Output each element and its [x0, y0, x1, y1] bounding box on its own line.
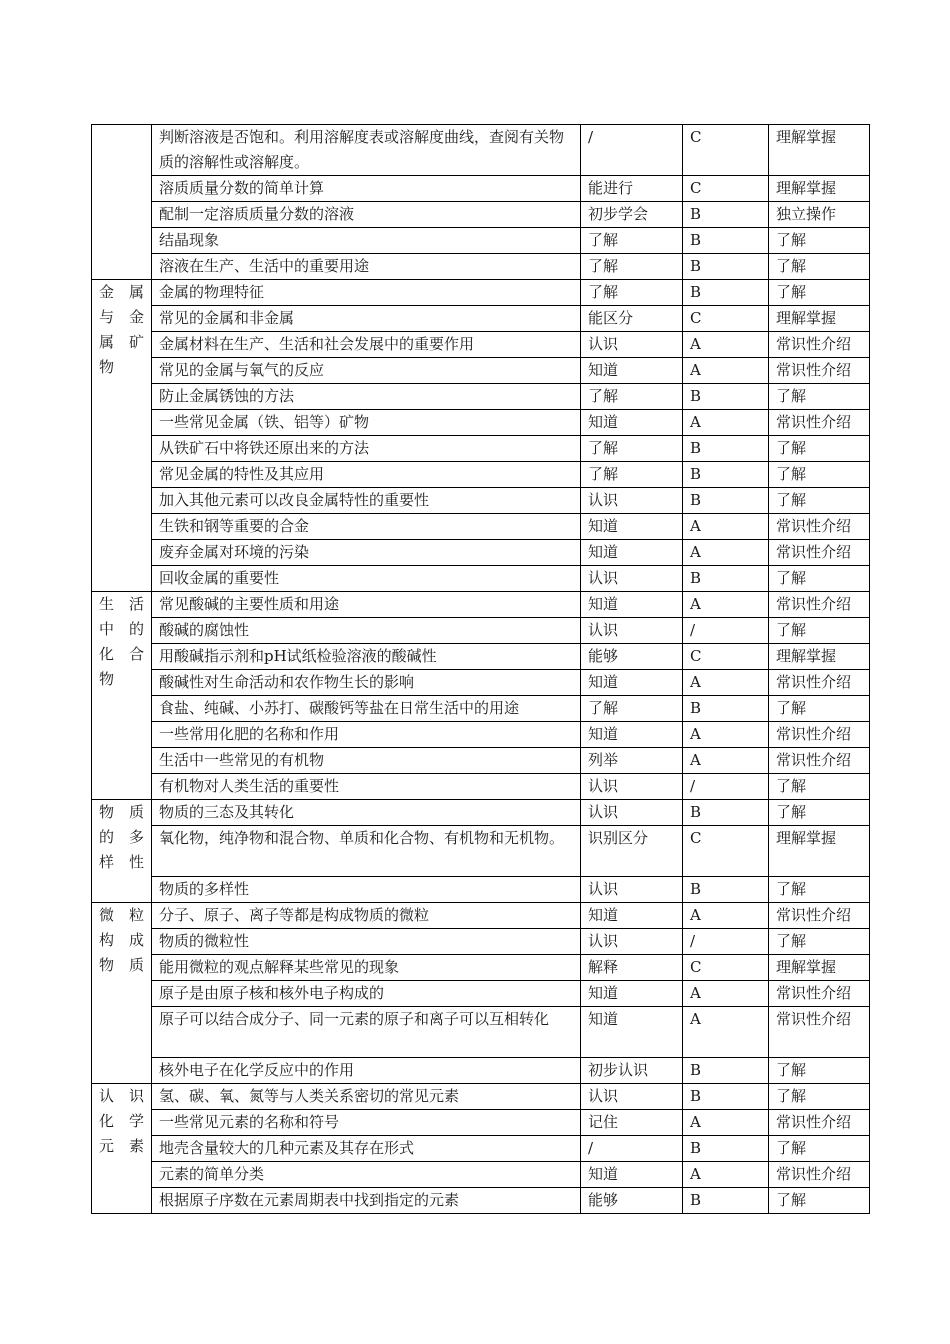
group-name-line: 金属: [99, 283, 144, 301]
table-row: [92, 722, 870, 748]
table-row: [92, 800, 870, 826]
level-cell: B: [683, 566, 769, 592]
group-name-line: 物: [99, 670, 115, 688]
group-name-line: 化学: [99, 1112, 144, 1130]
level-cell: A: [683, 1110, 769, 1136]
verb-cell: 知道: [581, 410, 683, 436]
requirement-cell: 常识性介绍: [769, 332, 870, 358]
content-cell: 一些常见元素的名称和符号: [152, 1110, 581, 1136]
requirement-cell: 了解: [769, 228, 870, 254]
level-cell: /: [683, 929, 769, 955]
content-cell: 废弃金属对环境的污染: [152, 540, 581, 566]
table-row: [92, 826, 870, 877]
group-name-line: 属矿: [99, 333, 144, 351]
level-cell: B: [683, 462, 769, 488]
table-row: [92, 929, 870, 955]
requirement-cell: 常识性介绍: [769, 670, 870, 696]
table-row: [92, 877, 870, 903]
content-cell: 物质的三态及其转化: [152, 800, 581, 826]
requirement-cell: 常识性介绍: [769, 514, 870, 540]
content-cell: 从铁矿石中将铁还原出来的方法: [152, 436, 581, 462]
requirement-cell: 理解掌握: [769, 125, 870, 176]
verb-cell: 认识: [581, 877, 683, 903]
verb-cell: 认识: [581, 1084, 683, 1110]
requirement-cell: 常识性介绍: [769, 1007, 870, 1058]
level-cell: C: [683, 644, 769, 670]
content-cell: 氧化物，纯净物和混合物、单质和化合物、有机物和无机物。: [152, 826, 581, 877]
requirement-cell: 了解: [769, 384, 870, 410]
table-row: [92, 1084, 870, 1110]
verb-cell: 知道: [581, 592, 683, 618]
verb-cell: 认识: [581, 774, 683, 800]
level-cell: C: [683, 955, 769, 981]
group-name-line: 物: [99, 358, 115, 376]
content-cell: 判断溶液是否饱和。利用溶解度表或溶解度曲线，查阅有关物质的溶解性或溶解度。: [152, 125, 581, 176]
verb-cell: 知道: [581, 1007, 683, 1058]
verb-cell: 了解: [581, 280, 683, 306]
content-cell: 物质的多样性: [152, 877, 581, 903]
content-cell: 加入其他元素可以改良金属特性的重要性: [152, 488, 581, 514]
level-cell: A: [683, 670, 769, 696]
verb-cell: 认识: [581, 618, 683, 644]
table-row: [92, 228, 870, 254]
table-row: [92, 176, 870, 202]
group-name-line: 物质: [99, 803, 144, 821]
level-cell: A: [683, 592, 769, 618]
content-cell: 金属的物理特征: [152, 280, 581, 306]
verb-cell: 了解: [581, 228, 683, 254]
verb-cell: 认识: [581, 800, 683, 826]
requirement-cell: 了解: [769, 877, 870, 903]
table-row: [92, 254, 870, 280]
level-cell: B: [683, 696, 769, 722]
content-cell: 防止金属锈蚀的方法: [152, 384, 581, 410]
requirement-cell: 了解: [769, 696, 870, 722]
group-name-line: 物质: [99, 956, 144, 974]
requirement-cell: 理解掌握: [769, 306, 870, 332]
verb-cell: 能够: [581, 1188, 683, 1214]
group-name-line: 元素: [99, 1137, 144, 1155]
curriculum-table: [91, 124, 870, 1214]
content-cell: 生活中一些常见的有机物: [152, 748, 581, 774]
verb-cell: 解释: [581, 955, 683, 981]
level-cell: A: [683, 540, 769, 566]
group-name-line: 与金: [99, 308, 144, 326]
level-cell: A: [683, 1162, 769, 1188]
group-name-line: 化合: [99, 645, 144, 663]
verb-cell: 知道: [581, 358, 683, 384]
level-cell: C: [683, 306, 769, 332]
requirement-cell: 了解: [769, 462, 870, 488]
table-row: [92, 774, 870, 800]
requirement-cell: 了解: [769, 774, 870, 800]
level-cell: A: [683, 1007, 769, 1058]
group-name-line: 构成: [99, 931, 144, 949]
level-cell: B: [683, 1084, 769, 1110]
table-row: [92, 514, 870, 540]
verb-cell: 能区分: [581, 306, 683, 332]
content-cell: 原子可以结合成分子、同一元素的原子和离子可以互相转化: [152, 1007, 581, 1058]
content-cell: 酸碱的腐蚀性: [152, 618, 581, 644]
table-row: [92, 488, 870, 514]
verb-cell: 能够: [581, 644, 683, 670]
requirement-cell: 独立操作: [769, 202, 870, 228]
requirement-cell: 了解: [769, 618, 870, 644]
requirement-cell: 常识性介绍: [769, 358, 870, 384]
group-name-line: 中的: [99, 620, 144, 638]
level-cell: A: [683, 514, 769, 540]
verb-cell: /: [581, 1136, 683, 1162]
level-cell: C: [683, 826, 769, 877]
verb-cell: 知道: [581, 903, 683, 929]
verb-cell: /: [581, 125, 683, 176]
level-cell: A: [683, 903, 769, 929]
content-cell: 酸碱性对生命活动和农作物生长的影响: [152, 670, 581, 696]
content-cell: 食盐、纯碱、小苏打、碳酸钙等盐在日常生活中的用途: [152, 696, 581, 722]
table-row: [92, 566, 870, 592]
group-name-cell: [92, 280, 152, 592]
table-row: [92, 955, 870, 981]
requirement-cell: 了解: [769, 436, 870, 462]
requirement-cell: 了解: [769, 488, 870, 514]
level-cell: A: [683, 981, 769, 1007]
table-row: [92, 1188, 870, 1214]
level-cell: B: [683, 280, 769, 306]
content-cell: 一些常用化肥的名称和作用: [152, 722, 581, 748]
table-row: [92, 280, 870, 306]
content-cell: 生铁和钢等重要的合金: [152, 514, 581, 540]
table-row: [92, 306, 870, 332]
table-row: [92, 1162, 870, 1188]
verb-cell: 记住: [581, 1110, 683, 1136]
table-row: [92, 332, 870, 358]
content-cell: 氢、碳、氧、氮等与人类关系密切的常见元素: [152, 1084, 581, 1110]
verb-cell: 识别区分: [581, 826, 683, 877]
level-cell: B: [683, 384, 769, 410]
verb-cell: 知道: [581, 1162, 683, 1188]
table-body: [92, 125, 870, 1214]
content-cell: 用酸碱指示剂和pH试纸检验溶液的酸碱性: [152, 644, 581, 670]
requirement-cell: 常识性介绍: [769, 903, 870, 929]
content-cell: 常见的金属和非金属: [152, 306, 581, 332]
requirement-cell: 常识性介绍: [769, 1110, 870, 1136]
level-cell: A: [683, 332, 769, 358]
group-name-cell: [92, 592, 152, 800]
level-cell: B: [683, 228, 769, 254]
group-name-line: 的多: [99, 828, 144, 846]
content-cell: 一些常见金属（铁、铝等）矿物: [152, 410, 581, 436]
level-cell: B: [683, 1136, 769, 1162]
level-cell: C: [683, 176, 769, 202]
requirement-cell: 了解: [769, 800, 870, 826]
content-cell: 常见的金属与氧气的反应: [152, 358, 581, 384]
table-row: [92, 592, 870, 618]
verb-cell: 初步学会: [581, 202, 683, 228]
content-cell: 配制一定溶质质量分数的溶液: [152, 202, 581, 228]
group-name-line: 认识: [99, 1087, 144, 1105]
verb-cell: 认识: [581, 566, 683, 592]
requirement-cell: 常识性介绍: [769, 722, 870, 748]
table-row: [92, 1007, 870, 1058]
level-cell: C: [683, 125, 769, 176]
level-cell: A: [683, 410, 769, 436]
table-row: [92, 1058, 870, 1084]
level-cell: B: [683, 800, 769, 826]
verb-cell: 了解: [581, 436, 683, 462]
group-name-line: 生活: [99, 595, 144, 613]
verb-cell: 知道: [581, 670, 683, 696]
content-cell: 地壳含量较大的几种元素及其存在形式: [152, 1136, 581, 1162]
verb-cell: 了解: [581, 462, 683, 488]
requirement-cell: 理解掌握: [769, 644, 870, 670]
verb-cell: 认识: [581, 488, 683, 514]
verb-cell: 能进行: [581, 176, 683, 202]
requirement-cell: 理解掌握: [769, 955, 870, 981]
requirement-cell: 了解: [769, 1188, 870, 1214]
verb-cell: 知道: [581, 514, 683, 540]
requirement-cell: 常识性介绍: [769, 592, 870, 618]
requirement-cell: 理解掌握: [769, 176, 870, 202]
verb-cell: 了解: [581, 384, 683, 410]
group-name-line: 样性: [99, 853, 144, 871]
level-cell: B: [683, 877, 769, 903]
table-row: [92, 202, 870, 228]
table-row: [92, 618, 870, 644]
table-row: [92, 125, 870, 176]
content-cell: 常见酸碱的主要性质和用途: [152, 592, 581, 618]
content-cell: 根据原子序数在元素周期表中找到指定的元素: [152, 1188, 581, 1214]
requirement-cell: 常识性介绍: [769, 748, 870, 774]
requirement-cell: 了解: [769, 1136, 870, 1162]
level-cell: /: [683, 618, 769, 644]
level-cell: B: [683, 1058, 769, 1084]
group-name-cell: [92, 1084, 152, 1214]
requirement-cell: 了解: [769, 929, 870, 955]
group-name-line: 微粒: [99, 906, 144, 924]
level-cell: B: [683, 1188, 769, 1214]
level-cell: B: [683, 202, 769, 228]
table-row: [92, 358, 870, 384]
table-row: [92, 462, 870, 488]
verb-cell: 认识: [581, 929, 683, 955]
table-row: [92, 436, 870, 462]
content-cell: 能用微粒的观点解释某些常见的现象: [152, 955, 581, 981]
verb-cell: 知道: [581, 722, 683, 748]
requirement-cell: 了解: [769, 280, 870, 306]
content-cell: 原子是由原子核和核外电子构成的: [152, 981, 581, 1007]
requirement-cell: 了解: [769, 566, 870, 592]
level-cell: A: [683, 722, 769, 748]
content-cell: 物质的微粒性: [152, 929, 581, 955]
level-cell: /: [683, 774, 769, 800]
level-cell: A: [683, 748, 769, 774]
content-cell: 溶液在生产、生活中的重要用途: [152, 254, 581, 280]
requirement-cell: 理解掌握: [769, 826, 870, 877]
table-row: [92, 1136, 870, 1162]
content-cell: 溶质质量分数的简单计算: [152, 176, 581, 202]
verb-cell: 知道: [581, 981, 683, 1007]
level-cell: B: [683, 436, 769, 462]
table-row: [92, 384, 870, 410]
requirement-cell: 常识性介绍: [769, 540, 870, 566]
group-name-cell: [92, 125, 152, 280]
requirement-cell: 了解: [769, 1058, 870, 1084]
table-row: [92, 540, 870, 566]
table-row: [92, 410, 870, 436]
group-name-cell: [92, 800, 152, 903]
content-cell: 有机物对人类生活的重要性: [152, 774, 581, 800]
level-cell: B: [683, 488, 769, 514]
verb-cell: 列举: [581, 748, 683, 774]
level-cell: A: [683, 358, 769, 384]
content-cell: 回收金属的重要性: [152, 566, 581, 592]
group-name-cell: [92, 903, 152, 1084]
level-cell: B: [683, 254, 769, 280]
content-cell: 核外电子在化学反应中的作用: [152, 1058, 581, 1084]
requirement-cell: 常识性介绍: [769, 981, 870, 1007]
table-row: [92, 696, 870, 722]
table-row: [92, 1110, 870, 1136]
requirement-cell: 了解: [769, 254, 870, 280]
requirement-cell: 了解: [769, 1084, 870, 1110]
table-row: [92, 644, 870, 670]
table-row: [92, 903, 870, 929]
verb-cell: 了解: [581, 254, 683, 280]
requirement-cell: 常识性介绍: [769, 410, 870, 436]
content-cell: 分子、原子、离子等都是构成物质的微粒: [152, 903, 581, 929]
table-row: [92, 670, 870, 696]
content-cell: 结晶现象: [152, 228, 581, 254]
table-row: [92, 981, 870, 1007]
verb-cell: 认识: [581, 332, 683, 358]
content-cell: 金属材料在生产、生活和社会发展中的重要作用: [152, 332, 581, 358]
verb-cell: 知道: [581, 540, 683, 566]
verb-cell: 了解: [581, 696, 683, 722]
content-cell: 元素的简单分类: [152, 1162, 581, 1188]
requirement-cell: 常识性介绍: [769, 1162, 870, 1188]
table-row: [92, 748, 870, 774]
verb-cell: 初步认识: [581, 1058, 683, 1084]
content-cell: 常见金属的特性及其应用: [152, 462, 581, 488]
